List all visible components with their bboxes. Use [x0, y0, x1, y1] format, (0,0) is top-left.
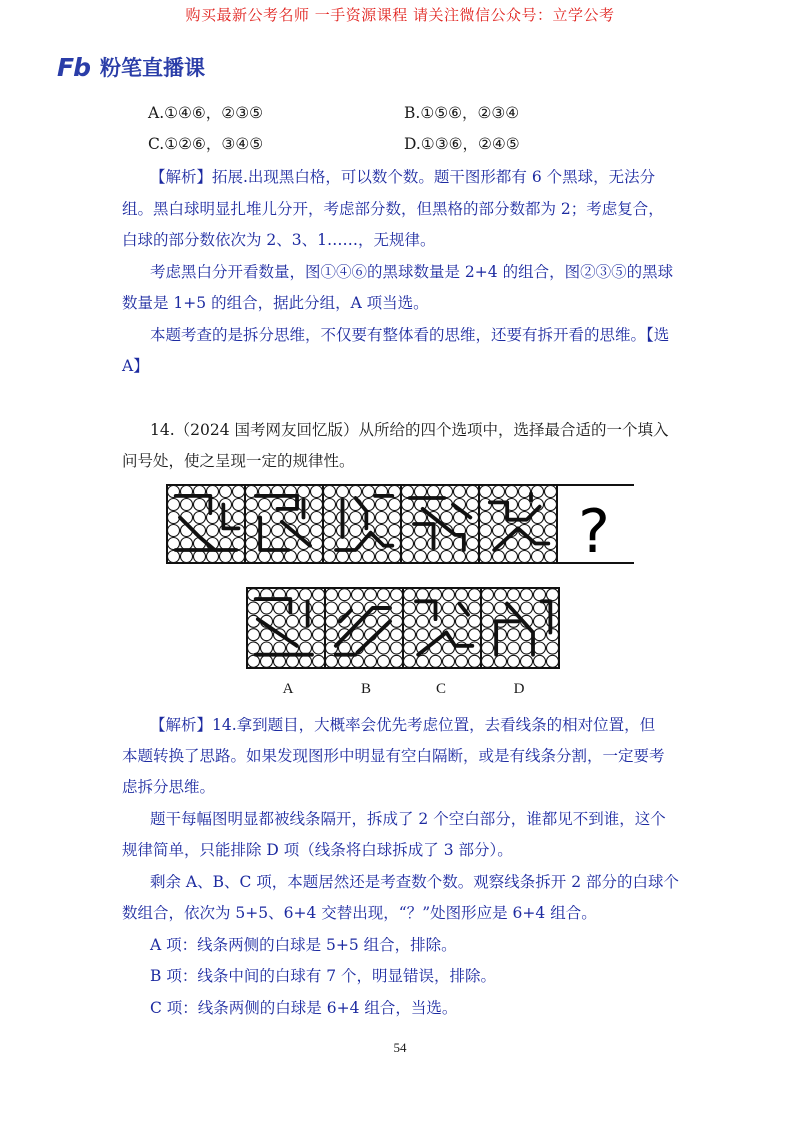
analysis13-line: A】: [122, 357, 149, 375]
page-number: 54: [393, 1040, 407, 1055]
option-a: A.①④⑥，②③⑤: [148, 104, 263, 122]
question14-line: 问号处，使之呈现一定的规律性。: [122, 452, 355, 470]
analysis14-line: 题干每幅图明显都被线条隔开，拆成了 2 个空白部分，谁都见不到谁，这个: [150, 810, 666, 828]
question-figure: [166, 484, 634, 670]
option-label-c: C: [435, 681, 446, 697]
analysis14-line: A 项：线条两侧的白球是 5+5 组合，排除。: [150, 936, 457, 954]
analysis14-line: 剩余 A、B、C 项，本题居然还是考查数个数。观察线条拆开 2 部分的白球个: [150, 873, 680, 891]
analysis13-line: 考虑黑白分开看数量，图①④⑥的黑球数量是 2+4 的组合，图②③⑤的黑球: [150, 263, 674, 281]
analysis14-line: 本题转换了思路。如果发现图形中明显有空白隔断，或是有线条分割，一定要考: [122, 747, 665, 765]
analysis14-line: B 项：线条中间的白球有 7 个，明显错误，排除。: [150, 967, 497, 985]
brand-logo: [57, 52, 205, 82]
option-label-a: A: [282, 681, 294, 697]
analysis13-line: 数量是 1+5 的组合，据此分组，A 项当选。: [122, 294, 429, 312]
option-label-d: D: [513, 681, 525, 697]
question14-line: 14.（2024 国考网友回忆版）从所给的四个选项中，选择最合适的一个填入: [150, 421, 669, 439]
option-label-b: B: [360, 681, 371, 697]
analysis13-line: 本题考查的是拆分思维，不仅要有整体看的思维，还要有拆开看的思维。【选: [150, 326, 670, 344]
analysis14-line: 虑拆分思维。: [122, 778, 216, 796]
stem-figures: [167, 485, 634, 563]
analysis13-line: 【解析】拓展.出现黑白格，可以数个数。题干图形都有 6 个黑球，无法分: [150, 168, 656, 186]
question-mark: ?: [578, 497, 610, 567]
option-figures: [247, 588, 559, 668]
top-banner: 购买最新公考名师 一手资源课程 请关注微信公众号：立学公考: [185, 6, 615, 24]
analysis14-line: 【解析】14.拿到题目，大概率会优先考虑位置，去看线条的相对位置，但: [150, 716, 656, 734]
option-c: C.①②⑥，③④⑤: [148, 135, 264, 153]
option-b: B.①⑤⑥，②③④: [404, 104, 520, 122]
analysis14-line: 数组合，依次为 5+5、6+4 交替出现，“？”处图形应是 6+4 组合。: [122, 904, 597, 922]
logo-mark: Fb: [57, 52, 90, 82]
analysis14-line: C 项：线条两侧的白球是 6+4 组合，当选。: [150, 999, 458, 1017]
analysis13-line: 组。黑白球明显扎堆儿分开，考虑部分数，但黑格的部分数都为 2；考虑复合，: [122, 200, 664, 218]
analysis13-line: 白球的部分数依次为 2、3、1……，无规律。: [122, 231, 436, 249]
analysis14-line: 规律简单，只能排除 D 项（线条将白球拆成了 3 部分）。: [122, 841, 513, 859]
logo-text: 粉笔直播课: [99, 56, 205, 80]
option-d: D.①③⑥，②④⑤: [404, 135, 520, 153]
